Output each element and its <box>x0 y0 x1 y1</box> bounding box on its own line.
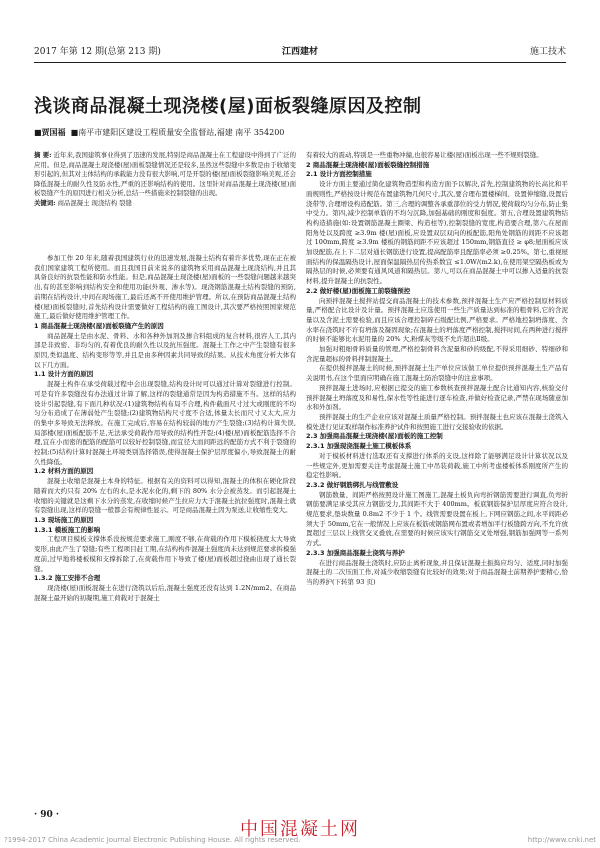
section-heading: 1.3.2 施工安排不合理 <box>34 574 101 583</box>
author-block <box>34 126 284 139</box>
watermark-text: 中国混凝土网 <box>240 819 360 840</box>
paragraph: 加强对粗细骨料质量的管理,严格控制骨料含泥量和砂的级配,不得采用细砂、特细砂和含泥量超标的骨料拌制混凝土。 <box>306 345 568 363</box>
paragraph: 参加工作 20 年来,随着我国建筑行业的迅速发展,混凝土结构有着许多优势,现在正在被我们国家建筑工程所使用。而且我国目前来说多的建筑物采用商品混凝土现浇结构,并且其具备良好的抗裂性能和防水性能。但是,商品混凝土现浇楼(屋)面板的一些裂缝问题越来越突出,有的甚至影响到结构安全和使用功能(外观、渗水等)。现浇钢筋混凝土结构裂缝的预防,前期在结构设计,中间在现场施工,最后还离不开使用维护管理。所以,在预防商品混凝土结构楼(屋)面板裂缝时,首先结构设计需要做好工程结构的施工图设计,其次要严格按照国家规范施工,最后做好使用维护管理工作。 <box>34 254 296 321</box>
keywords-label: 关键词: <box>34 198 56 207</box>
copyright-text: ?1994-2017 China Academic Journal Electronic Publishing House. All rights reserved. <box>4 836 301 844</box>
abstract-label: 摘 要: <box>34 151 52 159</box>
paragraph: 有着较大的震动,特别是一些重物冲撞,也很容易让楼(屋)面板出现一些不规则裂缝。 <box>306 151 543 159</box>
paragraph: 商品混凝土是由水泥、骨料、水和各种外加剂及掺合料组成的复合材料,很容人工,其内部是非致密、非均匀的,有着优良的耐久性以及抗压强度。混凝土工作之中产生裂缝有很多原因,类似温度、结构变形等等,并且是由多种因素共同导致的结果。从技术角度分析大体有以下几方面。 <box>34 331 296 369</box>
article-title: 浅谈商品混凝土现浇楼(屋)面板裂缝原因及控制 <box>34 96 422 117</box>
section-heading: 2.3.2 做好钢筋绑扎与线管敷设 <box>306 480 399 489</box>
section-heading: 1.1 设计方面的原因 <box>34 370 94 379</box>
paragraph: 在进行商品混凝土浇筑时,应防止离析现象,并且保证混凝土振捣应均匀、适度,同时加强混凝土的二次压面工作,对减少收缩裂缝有比较好的效果;对于商品混凝土前期养护要精心,恰当的养护(下转第 93 页) <box>306 558 568 586</box>
paragraph: 混凝土构件在承受荷载过程中会出现裂缝,结构设计时可以通过计算对裂缝进行控制。可是有许多裂缝没有办法通过计算了解,这样的裂缝通常是因为构造措施不当。这样的结构设计引起裂缝,有下面几种状况:(1)建筑物结构布局不合理,构件截面尺寸过大或刚度的不均匀分布造成了在薄弱处产生裂缝;(2)建筑物结构尺寸度不合适,体量太长而尺寸又太大,应力的集中多导致无法释放。在施工完成后,容易在结构较弱的地方产生裂缝;(3)结构计算失误,局部楼(屋)面板配筋不足,无法承受荷载作用导致的结构性开裂;(4)楼(屋)面板配筋选择不合理,宜在小而密的配筋的配筋可以较好控制裂缝,而宜径大而间距远的配筋方式不利于裂缝的控制;(5)结构计算时混凝土环境类别选择错误,使得混凝土保护层厚度偏小,导致混凝土的耐久性降低。 <box>34 380 296 466</box>
author-affiliation: ■南平市建阳区建设工程质量安全监督站,福建 南平 354200 <box>70 128 285 137</box>
paragraph: 预拌混凝土进场时,应根据已提交的施工参数核查预拌混凝土配合比通知内容,核验交付预拌混凝土坍落度及和易性,保水性等性能进行逐车检查,并做好检查记录,严禁在现场随意加水和外加剂。 <box>306 383 568 412</box>
section-heading: 2.3 加强商品混凝土现浇楼(屋)面板的施工控制 <box>306 432 443 441</box>
right-column <box>306 151 568 588</box>
running-header <box>34 45 566 59</box>
abstract-text: 近年来,我国建筑事业得到了迅速的发展,特别是商品混凝土在工程建设中得到了广泛的应用。但是,商品混凝土现浇楼(屋)面板裂缝情况还是较多,虽然这些裂缝中多数是由于收缩变形引起的,但其对主体结构的承载能力没有很大影响,可是开裂的楼(屋)面板裂缝影响美观,还会降低混凝土的耐久性及防水性,严重的还影响结构的使用。这里针对商品混凝土现浇楼(屋)面板裂缝产生的原因进行相关分析,总结一些措施来控制裂缝的出现。 <box>34 151 296 198</box>
paragraph: 现浇楼(屋)面板混凝土在进行浇筑以后后,混凝土强度还没有达到 1.2N/mm2。在商品混凝土最开始的初凝期,施工荷载对于混凝土 <box>34 583 296 602</box>
section-heading: 1.2 材料方面的原因 <box>34 467 94 476</box>
header-rule <box>34 62 566 63</box>
journal-name: 江西建材 <box>281 47 318 57</box>
author-name: ■贾国福 <box>34 127 66 137</box>
paragraph: 混凝土收缩是混凝土本身的特征。根据有关的资料可以得知,混凝土的体积在硬化阶段随着而大约只有 20% 左右的水,是水泥水化的,剩下的 80% 水分会被蒸发。而引起混凝土收缩的关键就是这剩下水分的蒸发,在收缩时候产生拉应力大于混凝土抗拉强度时,混凝土就有裂缝出现,这样的裂缝一般都会有规律性显示。可是商品混凝土因为泵送,让收缩性变大。 <box>34 477 296 515</box>
paragraph: 向预拌混凝土搅拌站提交商品混凝土的技术参数,预拌混凝土生产应严格控制原材料质量,严格配合比设计及计量。预拌混凝土应选使用一些生产质量达到标准的粗骨料,它的含泥量以及含泥土需要检验,而且应该合理控制碎石级配比例,严格要求。严格地控制坍落度、含水率在浇筑时不许有坍落及凝固现象;在混凝土的坍落度严格控制,搅拌时间,在两种进行搅拌的时候不能够比水泥用量的 20% 大,粉煤灰等级不允许超出Ⅱ级。 <box>306 296 568 344</box>
keywords-text: 商品混凝土 现浇结构 裂缝 <box>57 198 132 207</box>
section-heading: 2.3.3 加强商品混凝土浇筑与养护 <box>306 548 405 557</box>
page-number: · 90 · <box>34 810 60 820</box>
section-heading: 2.2 做好楼(屋)面板施工前裂缝预控 <box>306 286 411 295</box>
section-heading: 1.3.1 模板施工的影响 <box>34 525 101 534</box>
section-heading: 2 商品混凝土现浇楼(屋)面板裂缝控制措施 <box>306 160 430 169</box>
section-heading: 1.3 现场施工的原因 <box>34 515 94 524</box>
paragraph: 在提供搅拌混凝土的时候,预拌混凝土生产单位应该做工单位提供预拌混凝土生产品有关说明书,在这个里面应明确在施工混凝土防治裂缝中的注意事项。 <box>306 364 568 383</box>
paragraph: 预拌混凝土的生产企业应该对混凝土质量严格控制。预拌混凝土也应该在混凝土浇筑入模处进行见证取样制作标准养护试件和按照施工进行交接验收的依据。 <box>306 412 568 431</box>
website-link[interactable]: http://www.cnki.net <box>527 836 596 844</box>
paragraph: 钢筋数量、间距严格按照设计施工图施工,混凝土板负向弯折钢筋需要进行调直,负弯折钢筋要满足承受其应力钢筋受力,其间距不大于 400mm。板底钢筋保护层厚度应符合设计,规范要求,垫块数量 0.8m2 不少于 1 个。线管需要设置在板上,下网应钢筋之间,水平间距必须大于 50mm,它在一般情况上应该在板筋或钢筋网布置或者增加平行板缝跨方向,不允许放置超过三层以上线管交叉叠放,在需要的时候应该实行钢筋交叉处增强,钢筋加强网等一系列方式。 <box>306 490 568 548</box>
section-heading: 2.1 设计方面控制措施 <box>306 170 372 179</box>
section-label: 施工技术 <box>529 47 566 57</box>
paragraph: 设计方面主要通过简化建筑物造型和构造方面予以解决,首先,控制建筑物的长高比和平面规则性,严格按设计规范布置建筑物几何尺寸,其次,要合理布置楼梯间、设置伸缩缝,设置后浇带等,合理增设构造配筋。第三,合理的调整各承重部位的受力情况,使荷载均匀分布,防止集中受力。第四,减少控制单筋的不均匀沉降,加强基础的刚度和强度。第五,合理设置建筑物结构构造措施(如:设置钢筋混凝土圈梁、构造柱等),控制裂缝的宽度,构造要合理,第六,在屋面阳角处以及跨度 ≥3.9m 楼(屋)面板,应设置双层双向的板配筋,阳角处钢筋的间距不应该超过 100mm,跨度 ≥3.9m 楼板的钢筋间距不应该超过 150mm,钢筋直径 ≥ φ8;屋面板应该加设配筋,在上下二层对通长钢筋进行设置,提高配筋率且配筋率必须 ≥0.25%。第七,重视屋面结构的保温隔热设计,屋面保温隔热层传热系数宜 ≤1.0W/(m2.k),在使用架空隔热板或为隔热层的时候,必须要有通风风道和隔热层。第八,可以在商品混凝土中可以掺入适量的抗裂材料,提升混凝土的抗裂性。 <box>306 180 568 286</box>
left-column <box>34 254 296 603</box>
paragraph: 对于模板材料进行选取还有支撑进行体系的支设,这样除了能够满足设计计算状况以及一些规定外,更加需要关注考虑混凝土施工中吊装荷载,施工中所考虑楼板体系刚度所产生的稳定性影响。 <box>306 451 568 480</box>
paragraph: 工程项目模板支撑体系没按规范要求施工,刚度不够,在荷载的作用下模板挠度太大导致变形,由此产生了裂缝;有些工程项目赶工期,在结构构件混凝土强度尚未达到规范要求拆模强度前,过早地将楼板模和支撑拆除了,在荷载作用下导致了楼(屋)面板超过挠曲出现了通长裂缝。 <box>34 535 296 573</box>
section-heading: 2.3.1 加强现浇混凝土施工模板体系 <box>306 442 412 451</box>
abstract-block <box>34 151 296 209</box>
section-heading: 1 商品混凝土现浇楼(屋)面板裂缝产生的原因 <box>34 321 164 330</box>
issue-label: 2017 年第 12 期(总第 213 期) <box>34 47 161 57</box>
